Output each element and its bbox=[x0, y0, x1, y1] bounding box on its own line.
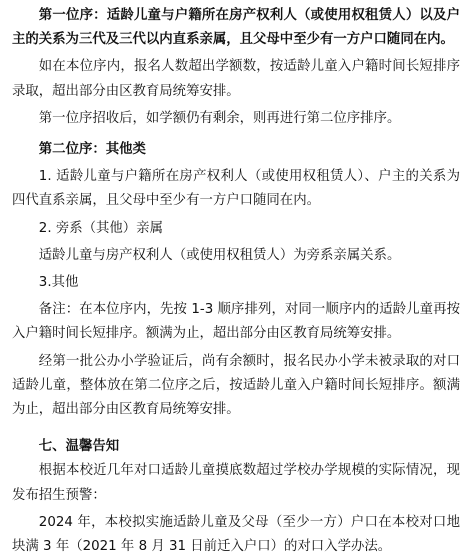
enrollment-warning-detail: 2024 年，本校拟实施适龄儿童及父母（至少一方）户口在本校对口地块满 3 年（2021 年 8 月 31 日前迁入户口）的对口入学办法。 bbox=[12, 514, 460, 555]
second-priority-heading: 第二位序：其他类 bbox=[38, 142, 146, 158]
first-priority-oversubscription-rule: 如在本位序内，报名人数超出学额数，按适龄儿童入户籍时间长短排序录取，超出部分由区教育局统筹安排。 bbox=[12, 59, 460, 99]
enrollment-warning-intro: 根据本校近几年对口适龄儿童摸底数超过学校办学规模的实际情况，现发布招生预警： bbox=[12, 463, 460, 503]
first-priority-heading: 第一位序：适龄儿童与户籍所在房产权利人（或使用权租赁人）以及户主的关系为三代及三代以内直系亲属，且父母中至少有一方户口随同在内。 bbox=[12, 8, 460, 48]
first-priority-remaining-places: 第一位序招收后，如学额仍有剩余，则再进行第二位序排序。 bbox=[38, 110, 401, 126]
second-priority-item-2-description: 适龄儿童与房产权利人（或使用权租赁人）为旁系亲属关系。 bbox=[38, 247, 401, 263]
section-seven-heading: 七、温馨告知 bbox=[38, 439, 120, 455]
second-priority-note: 备注：在本位序内，先按 1-3 顺序排列，对同一顺序内的适龄儿童再按入户籍时间长短排序。额满为止，超出部分由区教育局统筹安排。 bbox=[12, 302, 460, 342]
second-priority-item-1: 1. 适龄儿童与户籍所在房产权利人（或使用权租赁人）、户主的关系为四代直系亲属，且父母中至少有一方户口随同在内。 bbox=[12, 169, 460, 209]
private-school-overflow-rule: 经第一批公办小学验证后，尚有余额时，报名民办小学未被录取的对口适龄儿童，整体放在第二位序之后，按适龄儿童入户籍时间长短排序。额满为止，超出部分由区教育局统筹安排。 bbox=[12, 353, 460, 418]
second-priority-item-3: 3.其他 bbox=[38, 275, 79, 291]
second-priority-item-2: 2. 旁系（其他）亲属 bbox=[38, 220, 163, 236]
